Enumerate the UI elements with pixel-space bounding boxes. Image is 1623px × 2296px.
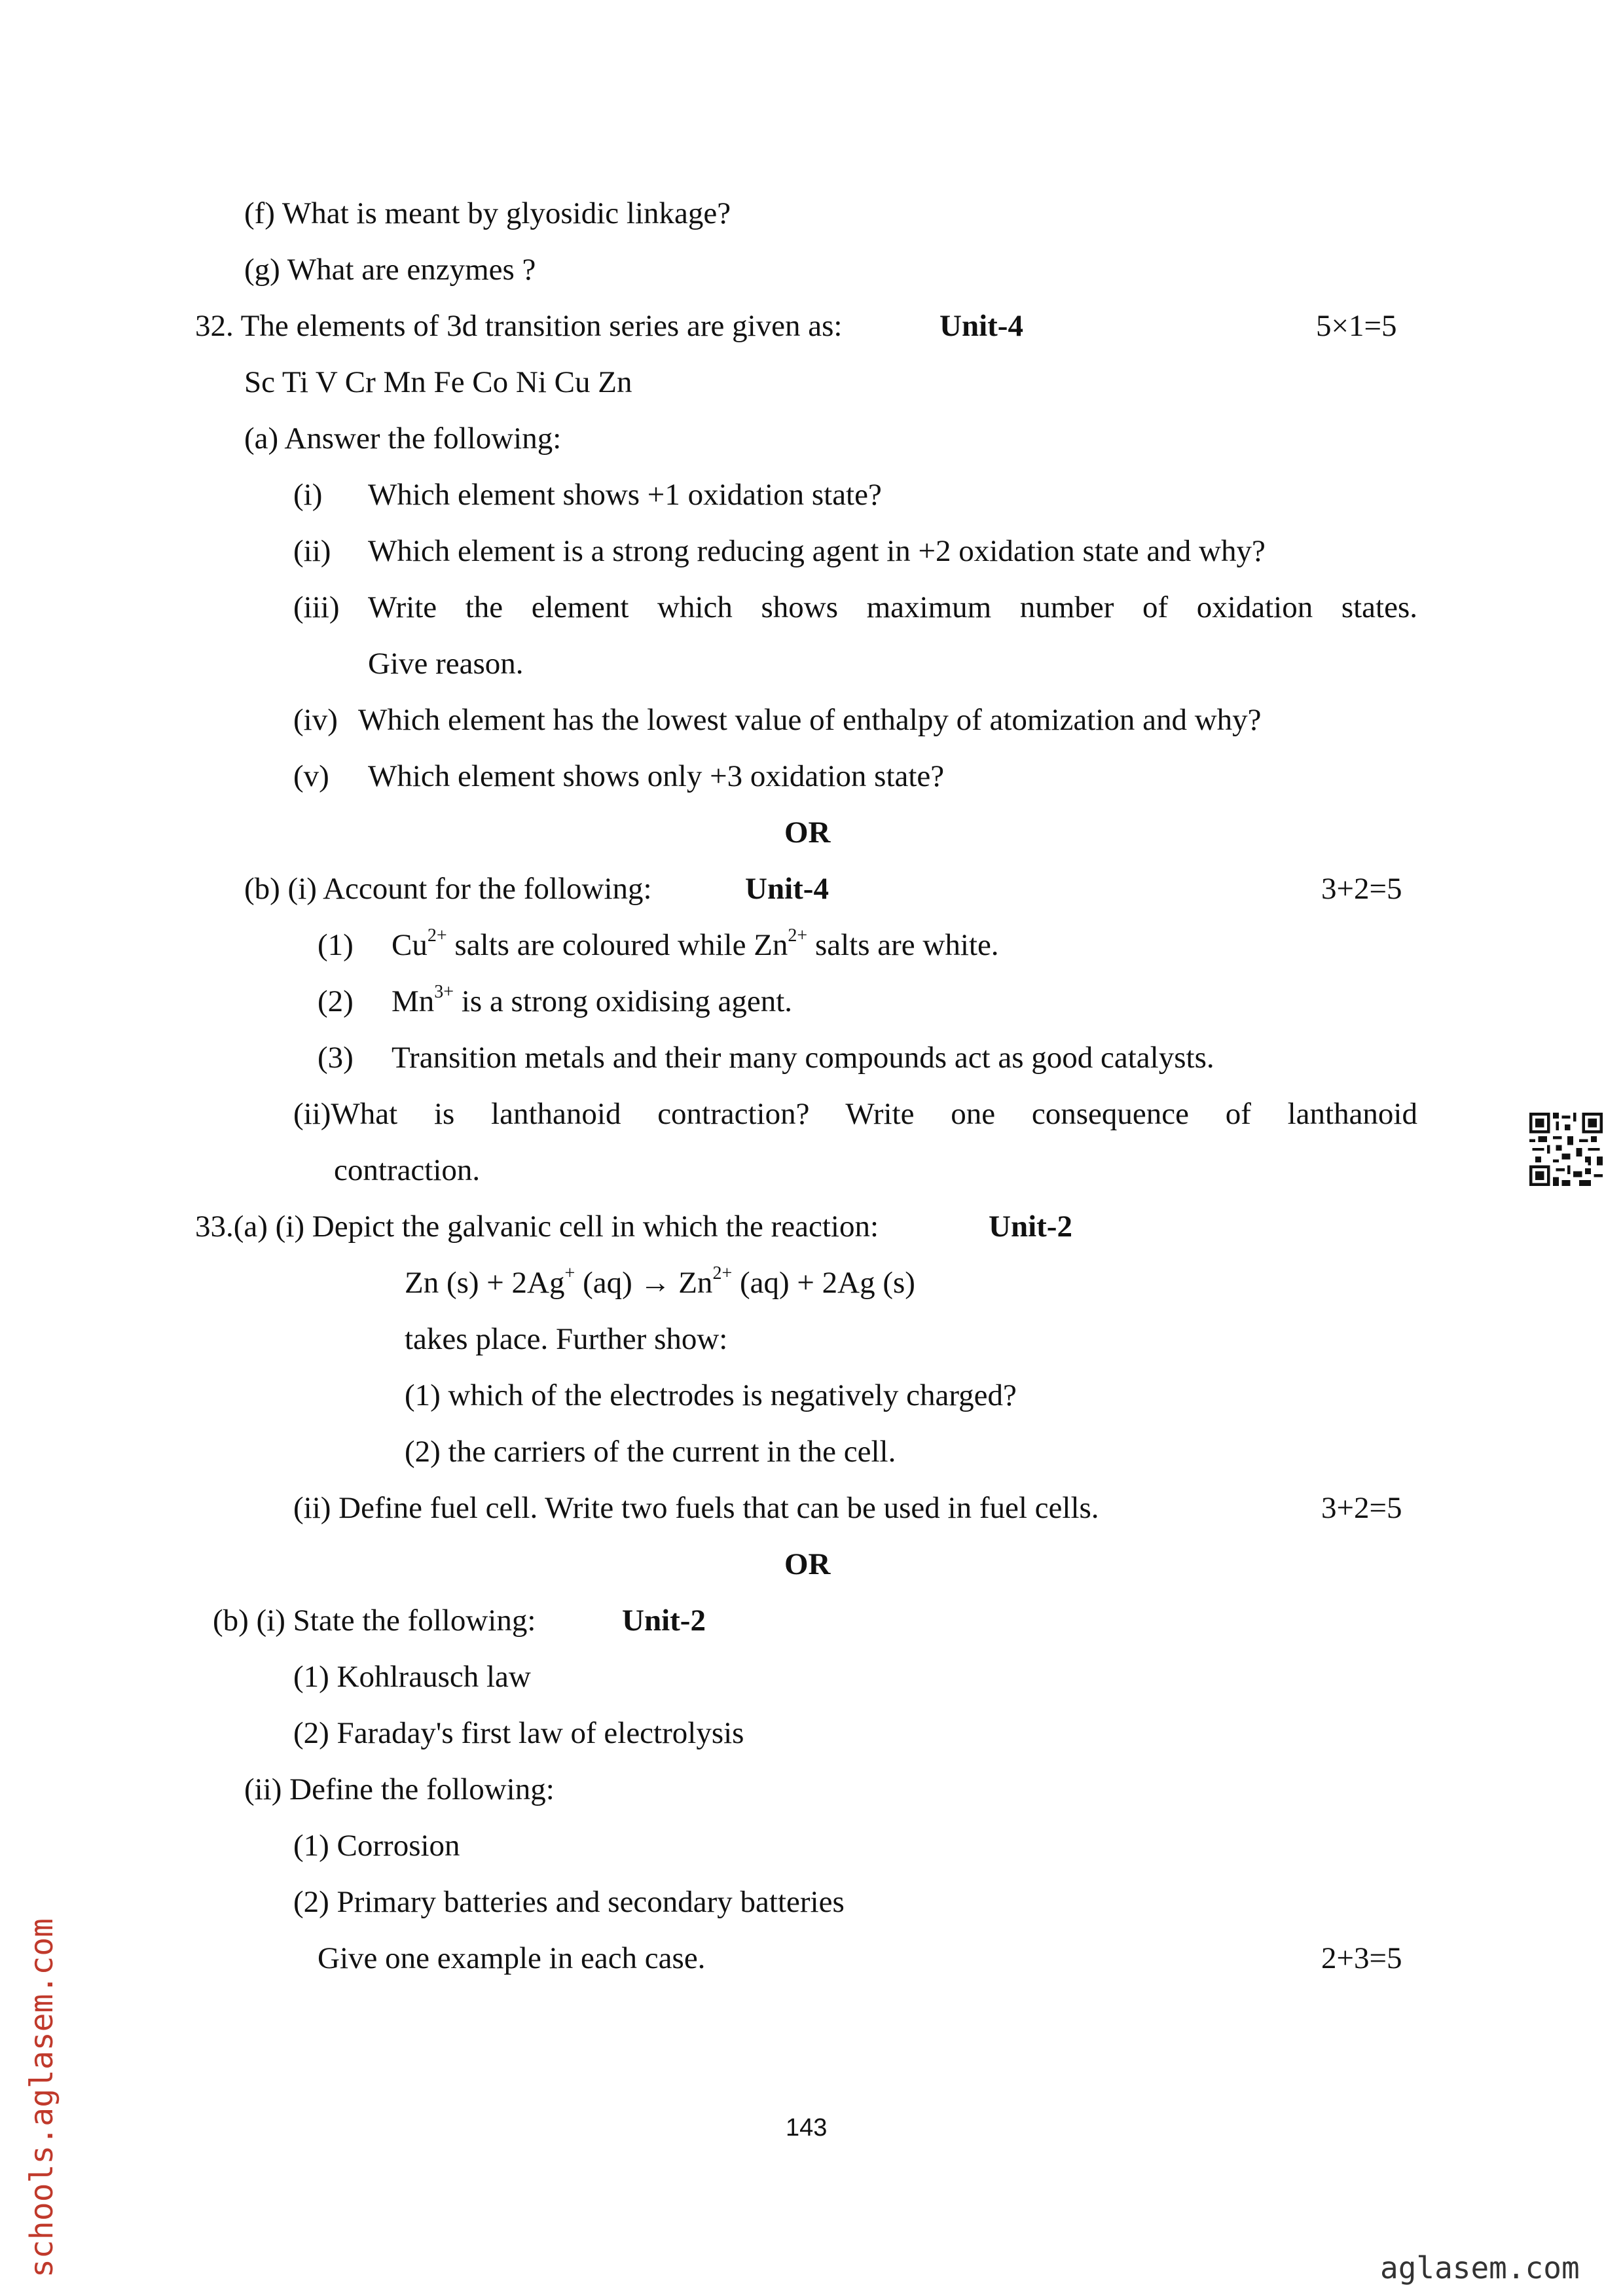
part-a-ii: (ii) Define fuel cell. Write two fuels that can be used in fuel cells.	[293, 1491, 1099, 1525]
question-31-f: (f) What is meant by glyosidic linkage?	[244, 196, 731, 230]
qr-code-icon	[1529, 1113, 1603, 1186]
example-note: Give one example in each case.	[318, 1941, 706, 1975]
show-item: (2) the carriers of the current in the cell.	[405, 1435, 896, 1469]
question-33-unit: Unit-2	[989, 1210, 1072, 1244]
item-number: (iii)	[293, 590, 340, 624]
question-32-unit: Unit-4	[939, 309, 1023, 343]
part-b-ii: (ii)What is lanthanoid contraction? Write one consequence of lanthanoid	[293, 1097, 1417, 1131]
state-item: (1) Kohlrausch law	[293, 1660, 531, 1694]
item-number: (v)	[293, 759, 329, 793]
part-b-ii-continued: contraction.	[334, 1153, 481, 1187]
or-separator: OR	[784, 1547, 831, 1581]
define-item: (2) Primary batteries and secondary batteries	[293, 1885, 845, 1919]
item-number: (2)	[318, 984, 354, 1018]
part-b-marks: 3+2=5	[1321, 872, 1402, 906]
item-number: (3)	[318, 1041, 354, 1075]
item-text: $Cu^{2+}$ salts are coloured while $Zn^{2+}$ salts are white.	[392, 925, 999, 962]
item-text-continued: Give reason.	[368, 647, 524, 681]
part-b-unit: Unit-4	[745, 872, 829, 906]
item-number: (1)	[318, 928, 354, 962]
state-item: (2) Faraday's first law of electrolysis	[293, 1716, 744, 1750]
item-text: Which element shows +1 oxidation state?	[368, 478, 882, 512]
part-b-unit: Unit-2	[622, 1604, 706, 1638]
item-text: Transition metals and their many compounds act as good catalysts.	[392, 1041, 1214, 1075]
item-text: Which element has the lowest value of enthalpy of atomization and why?	[358, 703, 1262, 737]
question-31-g: (g) What are enzymes ?	[244, 253, 536, 287]
item-number: (ii)	[293, 534, 331, 568]
side-watermark: schools.aglasem.com	[24, 1918, 60, 2278]
item-number: (i)	[293, 478, 323, 512]
part-b-ii: (ii) Define the following:	[244, 1772, 555, 1806]
part-a-marks: 3+2=5	[1321, 1491, 1402, 1525]
element-list: Sc Ti V Cr Mn Fe Co Ni Cu Zn	[244, 365, 632, 399]
page-number: 143	[786, 2114, 828, 2142]
item-number: (iv)	[293, 703, 338, 737]
reaction-equation: Zn (s) + 2Ag+ $(aq) \to Zn^{2+}$ (aq) + 2Ag (s)	[405, 1263, 915, 1300]
define-item: (1) Corrosion	[293, 1829, 460, 1863]
question-33-stem: 33.(a) (i) Depict the galvanic cell in which the reaction:	[195, 1210, 879, 1244]
part-b-marks: 2+3=5	[1321, 1941, 1402, 1975]
part-b-heading: (b) (i) Account for the following:	[244, 872, 652, 906]
part-b-i: (b) (i) State the following:	[213, 1604, 536, 1638]
item-text: $Mn^{3+}$ is a strong oxidising agent.	[392, 982, 793, 1018]
show-item: (1) which of the electrodes is negatively charged?	[405, 1378, 1017, 1412]
question-32-marks: 5×1=5	[1316, 309, 1397, 343]
corner-watermark: aglasem.com	[1380, 2250, 1580, 2286]
item-text: Which element is a strong reducing agent in +2 oxidation state and why?	[368, 534, 1266, 568]
part-a-heading: (a) Answer the following:	[244, 422, 562, 456]
question-32-stem: 32. The elements of 3d transition series are given as:	[195, 309, 843, 343]
item-text: Which element shows only +3 oxidation state?	[368, 759, 945, 793]
item-text: Write the element which shows maximum number of oxidation states.	[368, 590, 1417, 624]
further-show: takes place. Further show:	[405, 1322, 728, 1356]
or-separator: OR	[784, 816, 831, 850]
